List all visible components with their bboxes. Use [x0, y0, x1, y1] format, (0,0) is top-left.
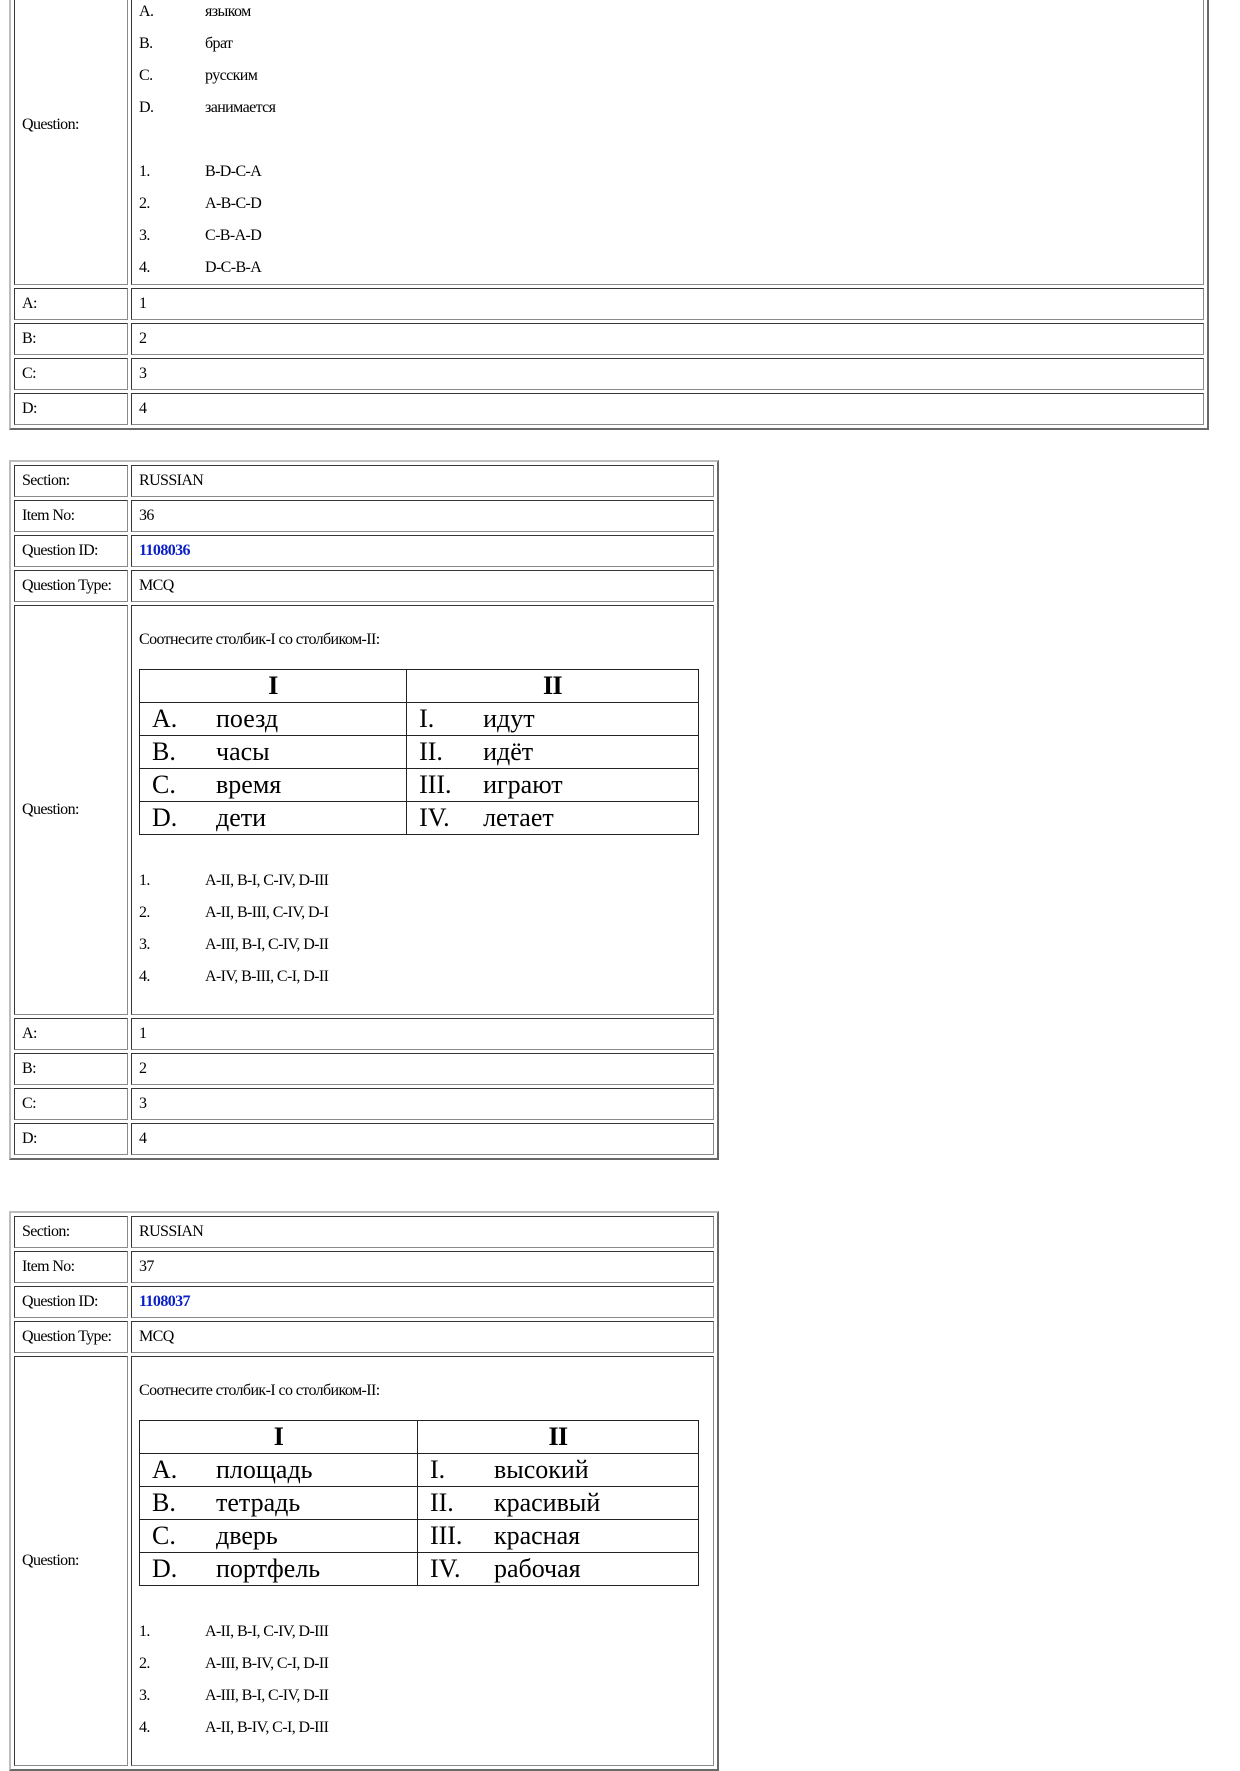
answer-d-label: D: [14, 393, 128, 425]
option-item: 2. A-II, B-III, C-IV, D-I [139, 904, 329, 921]
answer-c-label: C: [14, 358, 128, 390]
question-card-36 [9, 460, 719, 1160]
word-item: A. языком [139, 3, 251, 20]
question-body [131, 605, 714, 1015]
question-type-label: Question Type: [14, 570, 128, 602]
match-row: B. часы II. идёт [140, 736, 699, 769]
answer-d-label: D: [14, 1123, 128, 1155]
option-item: 2. A-B-C-D [139, 195, 262, 212]
answer-c-label: C: [14, 1088, 128, 1120]
question-label: Question: [14, 0, 128, 285]
item-no-value: 37 [131, 1251, 714, 1283]
match-row: C. время III. играют [140, 769, 699, 802]
option-item: 2. A-III, B-IV, C-I, D-II [139, 1655, 329, 1672]
answer-a-value: 1 [131, 1018, 714, 1050]
answer-a-value: 1 [131, 288, 1204, 320]
answer-c-value: 3 [131, 1088, 714, 1120]
word-item: C. русским [139, 67, 258, 84]
option-item: 1. A-II, B-I, C-IV, D-III [139, 1623, 329, 1640]
word-item: B. брат [139, 35, 233, 52]
match-row: D. дети IV. летает [140, 802, 699, 835]
answer-a-label: A: [14, 288, 128, 320]
answer-b-value: 2 [131, 1053, 714, 1085]
answer-d-value: 4 [131, 393, 1204, 425]
section-label: Section: [14, 465, 128, 497]
match-row: A. поезд I. идут [140, 703, 699, 736]
match-row: A. площадь I. высокий [140, 1454, 699, 1487]
option-list [139, 1616, 706, 1744]
answer-a-label: A: [14, 1018, 128, 1050]
question-title: Соотнесите столбик-I со столбиком-II: [139, 631, 380, 648]
section-value: RUSSIAN [131, 1216, 714, 1248]
question-id-value: 1108037 [131, 1286, 714, 1318]
question-id-value: 1108036 [131, 535, 714, 567]
option-item: 3. A-III, B-I, C-IV, D-II [139, 936, 329, 953]
option-item: 1. A-II, B-I, C-IV, D-III [139, 872, 329, 889]
question-body [131, 1356, 714, 1766]
section-value: RUSSIAN [131, 465, 714, 497]
column-header: II [417, 1421, 698, 1454]
match-row: C. дверь III. красная [140, 1520, 699, 1553]
section-label: Section: [14, 1216, 128, 1248]
item-no-label: Item No: [14, 1251, 128, 1283]
match-table [139, 1420, 699, 1586]
option-item: 4. A-II, B-IV, C-I, D-III [139, 1719, 329, 1736]
question-type-value: MCQ [131, 570, 714, 602]
match-row: B. тетрадь II. красивый [140, 1487, 699, 1520]
question-label: Question: [14, 605, 128, 1015]
option-list [139, 156, 1196, 284]
question-type-label: Question Type: [14, 1321, 128, 1353]
answer-b-label: B: [14, 323, 128, 355]
answer-b-label: B: [14, 1053, 128, 1085]
option-item: 4. D-C-B-A [139, 259, 262, 276]
word-item: D. занимается [139, 99, 276, 116]
answer-b-value: 2 [131, 323, 1204, 355]
question-body [131, 0, 1204, 285]
match-row: D. портфель IV. рабочая [140, 1553, 699, 1586]
column-header: II [407, 670, 699, 703]
match-table [139, 669, 699, 835]
question-card-prev [9, 0, 1209, 430]
word-list [139, 0, 1196, 124]
option-item: 1. B-D-C-A [139, 163, 262, 180]
answer-d-value: 4 [131, 1123, 714, 1155]
answer-c-value: 3 [131, 358, 1204, 390]
option-item: 3. C-B-A-D [139, 227, 262, 244]
question-id-label: Question ID: [14, 1286, 128, 1318]
question-id-label: Question ID: [14, 535, 128, 567]
option-item: 3. A-III, B-I, C-IV, D-II [139, 1687, 329, 1704]
column-header: I [140, 670, 407, 703]
item-no-label: Item No: [14, 500, 128, 532]
option-item: 4. A-IV, B-III, C-I, D-II [139, 968, 329, 985]
question-label: Question: [14, 1356, 128, 1766]
item-no-value: 36 [131, 500, 714, 532]
question-type-value: MCQ [131, 1321, 714, 1353]
question-title: Соотнесите столбик-I со столбиком-II: [139, 1382, 380, 1399]
question-card-37 [9, 1211, 719, 1771]
option-list [139, 865, 706, 993]
column-header: I [140, 1421, 418, 1454]
